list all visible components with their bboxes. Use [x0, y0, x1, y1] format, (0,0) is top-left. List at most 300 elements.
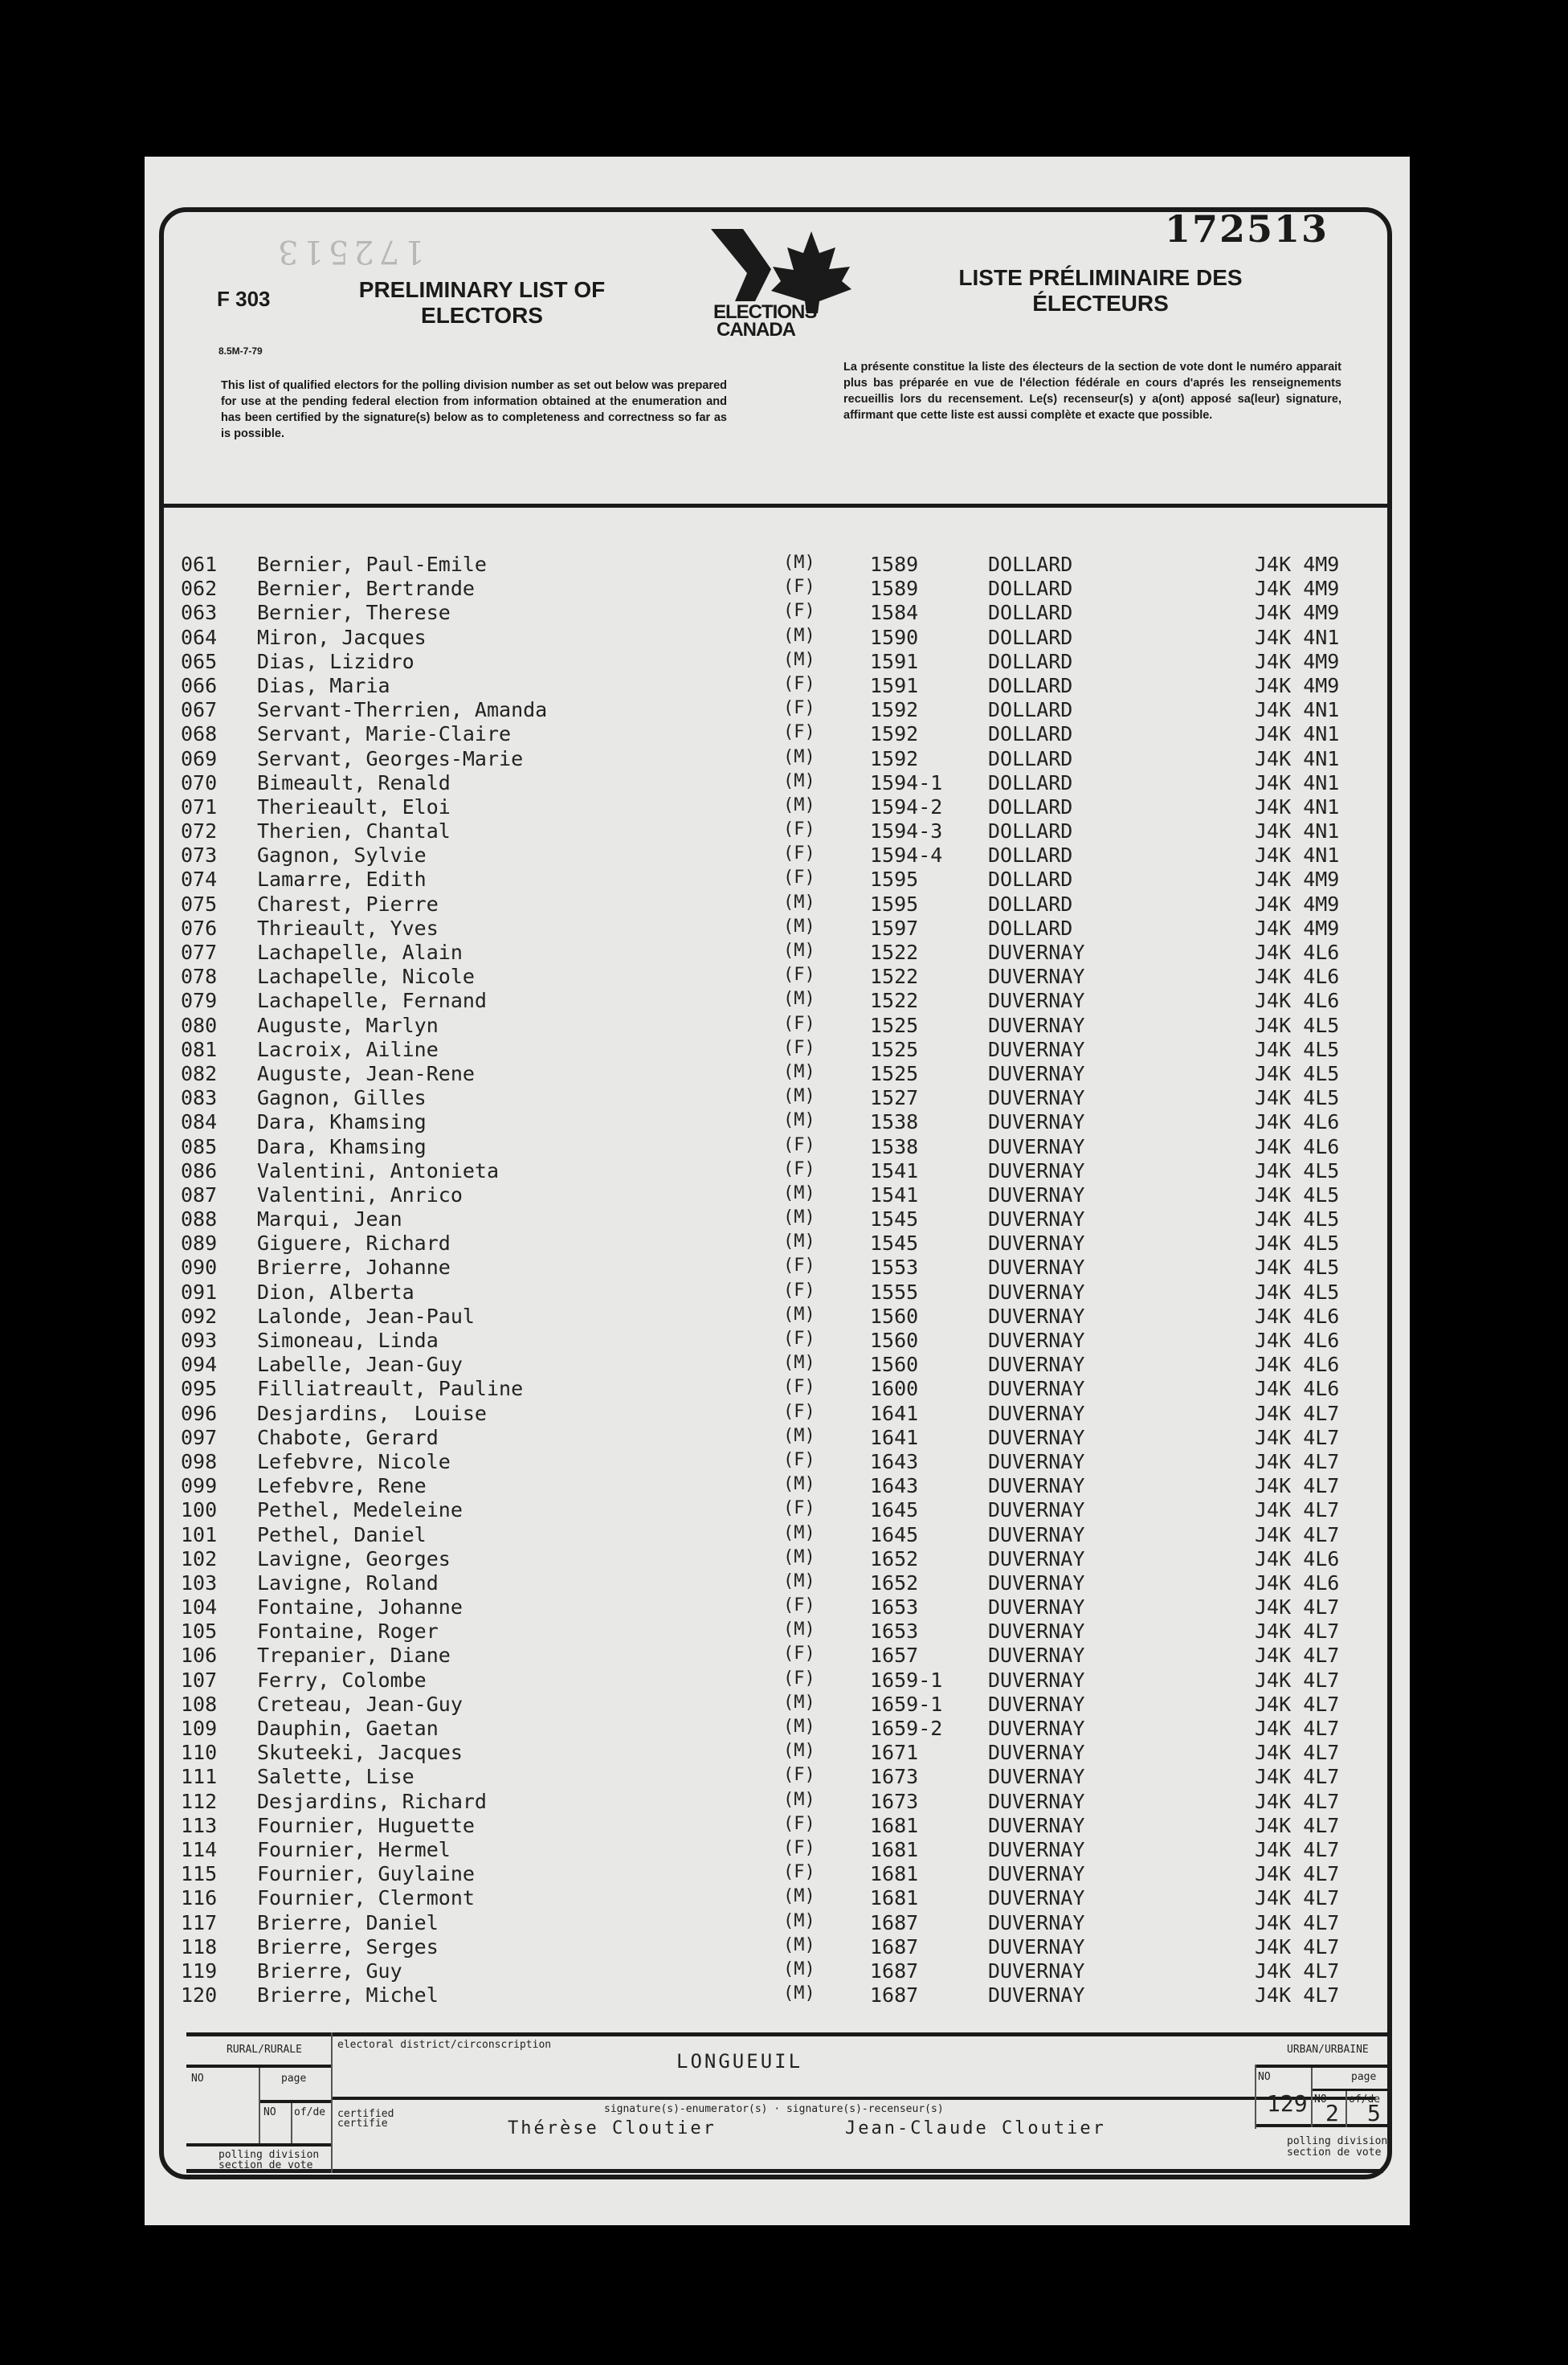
elector-number: 111 — [181, 1765, 218, 1789]
elector-sex: (F) — [783, 1377, 815, 1398]
elector-number: 090 — [181, 1256, 218, 1280]
elector-number: 114 — [181, 1837, 218, 1861]
elector-address: 1659-1 — [870, 1692, 943, 1716]
elector-name: Lachapelle, Fernand — [257, 989, 487, 1013]
elector-postal-code: J4K 4L5 — [1255, 1232, 1340, 1256]
elector-street: DOLLARD — [988, 577, 1073, 601]
rural-page-label: page — [281, 2073, 307, 2085]
elector-name: Servant-Therrien, Amanda — [257, 698, 548, 722]
elector-postal-code: J4K 4L7 — [1255, 1983, 1340, 2008]
elector-row — [181, 626, 1386, 650]
elector-address: 1687 — [870, 1934, 919, 1959]
urban-page-no-label: NO — [1314, 2093, 1327, 2106]
elector-row — [181, 1329, 1386, 1353]
rural-page-divider — [291, 2103, 292, 2143]
elector-address: 1592 — [870, 698, 919, 722]
elector-name: Lefebvre, Nicole — [257, 1449, 451, 1473]
elector-postal-code: J4K 4L7 — [1255, 1765, 1340, 1789]
elector-sex: (M) — [783, 1910, 815, 1931]
elector-name: Filliatreault, Pauline — [257, 1377, 524, 1401]
elector-address: 1594-4 — [870, 843, 943, 868]
elector-address: 1673 — [870, 1765, 919, 1789]
elector-number: 095 — [181, 1377, 218, 1401]
elector-address: 1653 — [870, 1620, 919, 1644]
elector-sex: (F) — [783, 577, 815, 598]
elector-name: Labelle, Jean-Guy — [257, 1353, 463, 1377]
elector-street: DUVERNAY — [988, 1498, 1085, 1522]
elector-row — [181, 1911, 1386, 1935]
elector-row — [181, 917, 1386, 941]
elector-number: 100 — [181, 1498, 218, 1522]
elector-postal-code: J4K 4L6 — [1255, 1353, 1340, 1377]
elector-postal-code: J4K 4N1 — [1255, 794, 1340, 819]
elector-number: 085 — [181, 1134, 218, 1158]
elector-address: 1687 — [870, 1983, 919, 2008]
elector-address: 1595 — [870, 868, 919, 892]
elector-sex: (F) — [783, 698, 815, 719]
elector-sex: (M) — [783, 1353, 815, 1374]
elector-street: DOLLARD — [988, 601, 1073, 625]
elector-number: 075 — [181, 892, 218, 916]
elector-postal-code: J4K 4L6 — [1255, 989, 1340, 1013]
elector-address: 1594-2 — [870, 794, 943, 819]
elector-name: Gagnon, Gilles — [257, 1086, 427, 1110]
elector-postal-code: J4K 4N1 — [1255, 819, 1340, 843]
elector-postal-code: J4K 4N1 — [1255, 625, 1340, 649]
elector-address: 1538 — [870, 1110, 919, 1134]
elector-name: Therien, Chantal — [257, 819, 451, 843]
elector-name: Fournier, Guylaine — [257, 1862, 475, 1886]
elector-postal-code: J4K 4N1 — [1255, 746, 1340, 770]
elector-row — [181, 1523, 1386, 1547]
elector-address: 1681 — [870, 1862, 919, 1886]
elector-name: Lachapelle, Nicole — [257, 965, 475, 989]
page-total: 5 — [1367, 2100, 1381, 2126]
elector-sex: (F) — [783, 673, 815, 694]
elector-address: 1522 — [870, 989, 919, 1013]
title-english — [321, 277, 643, 329]
elector-sex: (F) — [783, 1134, 815, 1155]
elector-address: 1560 — [870, 1304, 919, 1328]
elector-row — [181, 1669, 1386, 1693]
elector-sex: (M) — [783, 989, 815, 1010]
elector-number: 077 — [181, 941, 218, 964]
elector-address: 1555 — [870, 1280, 919, 1304]
form-code: 8.5M-7-79 — [218, 345, 263, 357]
elector-street: DUVERNAY — [988, 1668, 1085, 1692]
elector-name: Valentini, Anrico — [257, 1182, 463, 1207]
elector-sex: (F) — [783, 1158, 815, 1179]
elector-row — [181, 1498, 1386, 1522]
page-number: 2 — [1325, 2100, 1339, 2126]
elector-name: Salette, Lise — [257, 1765, 414, 1789]
elector-address: 1659-2 — [870, 1717, 943, 1740]
urban-no-divider — [1311, 2068, 1313, 2127]
urban-rule — [1255, 2065, 1391, 2068]
elector-postal-code: J4K 4L5 — [1255, 1256, 1340, 1280]
elector-row — [181, 722, 1386, 746]
elector-address: 1645 — [870, 1522, 919, 1546]
elector-street: DUVERNAY — [988, 1862, 1085, 1886]
elector-number: 117 — [181, 1910, 218, 1934]
elector-number: 086 — [181, 1158, 218, 1182]
elector-name: Brierre, Daniel — [257, 1910, 439, 1934]
elector-row — [181, 1426, 1386, 1450]
elector-number: 099 — [181, 1474, 218, 1498]
elector-name: Bernier, Therese — [257, 601, 451, 625]
footer-top-rule — [186, 2032, 1391, 2036]
elector-address: 1525 — [870, 1013, 919, 1037]
elector-postal-code: J4K 4L7 — [1255, 1401, 1340, 1425]
elector-number: 087 — [181, 1182, 218, 1207]
elector-sex: (F) — [783, 843, 815, 864]
elector-postal-code: J4K 4L7 — [1255, 1741, 1340, 1765]
elector-street: DUVERNAY — [988, 1474, 1085, 1498]
elector-address: 1592 — [870, 746, 919, 770]
elector-postal-code: J4K 4M9 — [1255, 892, 1340, 916]
elector-postal-code: J4K 4L7 — [1255, 1862, 1340, 1886]
elector-sex: (F) — [783, 1668, 815, 1689]
elector-address: 1591 — [870, 649, 919, 673]
urban-of-label: of/de — [1349, 2093, 1381, 2106]
elector-number: 091 — [181, 1280, 218, 1304]
rural-no-divider — [259, 2068, 260, 2143]
elector-street: DUVERNAY — [988, 941, 1085, 964]
elector-postal-code: J4K 4N1 — [1255, 722, 1340, 746]
elector-sex: (M) — [783, 1692, 815, 1713]
elector-address: 1538 — [870, 1134, 919, 1158]
elector-row — [181, 1038, 1386, 1062]
elector-number: 067 — [181, 698, 218, 722]
elector-name: Desjardins, Richard — [257, 1789, 487, 1813]
elector-address: 1560 — [870, 1329, 919, 1352]
elector-row — [181, 819, 1386, 843]
elector-row — [181, 771, 1386, 795]
elector-number: 065 — [181, 649, 218, 673]
elector-number: 107 — [181, 1668, 218, 1692]
elector-address: 1671 — [870, 1741, 919, 1765]
elector-street: DUVERNAY — [988, 1644, 1085, 1668]
elector-list — [181, 553, 1386, 2008]
intro-english: This list of qualified electors for the polling division number as set out below was prepared for use at the pending federal election from information obtained at the enumeration and has been certified by the signature(s) below as to completeness and correctness so far as is possible. — [221, 379, 727, 440]
elector-sex: (F) — [783, 1595, 815, 1616]
elector-row — [181, 1062, 1386, 1086]
elector-address: 1653 — [870, 1595, 919, 1620]
elector-name: Lacroix, Ailine — [257, 1037, 439, 1061]
elector-sex: (M) — [783, 1717, 815, 1737]
elector-number: 120 — [181, 1983, 218, 2008]
rural-page-rule — [259, 2100, 331, 2103]
elector-address: 1597 — [870, 916, 919, 940]
elector-postal-code: J4K 4L6 — [1255, 965, 1340, 989]
elector-street: DUVERNAY — [988, 1256, 1085, 1280]
title-french — [932, 265, 1269, 317]
ghost-stamp: 172513 — [273, 233, 425, 270]
elector-sex: (M) — [783, 1474, 815, 1495]
elector-street: DOLLARD — [988, 868, 1073, 892]
elector-postal-code: J4K 4L7 — [1255, 1644, 1340, 1668]
elector-postal-code: J4K 4M9 — [1255, 673, 1340, 697]
elector-street: DUVERNAY — [988, 1571, 1085, 1595]
elector-name: Lalonde, Jean-Paul — [257, 1304, 475, 1328]
serial-number: 172513 — [1165, 207, 1329, 251]
elector-row — [181, 553, 1386, 577]
elector-sex: (F) — [783, 1862, 815, 1883]
elector-row — [181, 698, 1386, 722]
elector-sex: (M) — [783, 892, 815, 913]
elector-street: DOLLARD — [988, 892, 1073, 916]
elector-postal-code: J4K 4N1 — [1255, 843, 1340, 868]
elector-row — [181, 1717, 1386, 1741]
elector-street: DUVERNAY — [988, 1595, 1085, 1620]
elector-sex: (M) — [783, 1620, 815, 1640]
elector-postal-code: J4K 4L6 — [1255, 1546, 1340, 1571]
elector-street: DUVERNAY — [988, 965, 1085, 989]
elector-name: Pethel, Daniel — [257, 1522, 427, 1546]
elector-street: DUVERNAY — [988, 1886, 1085, 1910]
elector-number: 083 — [181, 1086, 218, 1110]
elector-address: 1681 — [870, 1886, 919, 1910]
elector-sex: (M) — [783, 916, 815, 937]
elector-postal-code: J4K 4L5 — [1255, 1061, 1340, 1085]
elector-address: 1589 — [870, 553, 919, 576]
elector-name: Bernier, Paul-Emile — [257, 553, 487, 576]
elector-postal-code: J4K 4L7 — [1255, 1959, 1340, 1983]
elector-sex: (F) — [783, 1449, 815, 1470]
elector-street: DOLLARD — [988, 770, 1073, 794]
elector-number: 097 — [181, 1425, 218, 1449]
elector-postal-code: J4K 4N1 — [1255, 770, 1340, 794]
elector-street: DUVERNAY — [988, 1353, 1085, 1377]
urban-page-label: page — [1351, 2071, 1377, 2083]
elector-name: Miron, Jacques — [257, 625, 427, 649]
elector-name: Fournier, Huguette — [257, 1813, 475, 1837]
elector-row — [181, 1741, 1386, 1765]
elector-number: 116 — [181, 1886, 218, 1910]
elector-name: Brierre, Johanne — [257, 1256, 451, 1280]
elector-address: 1525 — [870, 1061, 919, 1085]
elector-name: Servant, Marie-Claire — [257, 722, 512, 746]
elector-address: 1592 — [870, 722, 919, 746]
elector-postal-code: J4K 4M9 — [1255, 577, 1340, 601]
elector-postal-code: J4K 4L7 — [1255, 1620, 1340, 1644]
elector-sex: (M) — [783, 1886, 815, 1907]
elector-postal-code: J4K 4L7 — [1255, 1910, 1340, 1934]
signature-enumerator-1: Thérèse Cloutier — [508, 2118, 717, 2138]
elector-row — [181, 1353, 1386, 1377]
elector-street: DUVERNAY — [988, 1158, 1085, 1182]
elector-row — [181, 1086, 1386, 1110]
elector-sex: (M) — [783, 941, 815, 961]
elector-postal-code: J4K 4L7 — [1255, 1522, 1340, 1546]
elector-sex: (F) — [783, 1329, 815, 1349]
elector-address: 1687 — [870, 1910, 919, 1934]
elector-row — [181, 577, 1386, 601]
elector-name: Marqui, Jean — [257, 1207, 402, 1232]
rural-page-no-label: NO — [263, 2106, 276, 2118]
elector-street: DUVERNAY — [988, 1061, 1085, 1085]
elector-name: Fournier, Hermel — [257, 1837, 451, 1861]
elector-address: 1541 — [870, 1182, 919, 1207]
elector-sex: (M) — [783, 1425, 815, 1446]
elector-street: DOLLARD — [988, 746, 1073, 770]
elector-sex: (M) — [783, 1232, 815, 1252]
form-number: F 303 — [217, 287, 271, 311]
elector-name: Skuteeki, Jacques — [257, 1741, 463, 1765]
elector-number: 072 — [181, 819, 218, 843]
elector-address: 1584 — [870, 601, 919, 625]
elector-sex: (M) — [783, 1546, 815, 1567]
elector-address: 1645 — [870, 1498, 919, 1522]
elector-address: 1560 — [870, 1353, 919, 1377]
elector-street: DUVERNAY — [988, 1983, 1085, 2008]
elector-postal-code: J4K 4L6 — [1255, 1304, 1340, 1328]
elector-number: 076 — [181, 916, 218, 940]
elector-postal-code: J4K 4L5 — [1255, 1280, 1340, 1304]
elector-postal-code: J4K 4L7 — [1255, 1813, 1340, 1837]
elector-postal-code: J4K 4L6 — [1255, 941, 1340, 964]
elector-name: Dara, Khamsing — [257, 1134, 427, 1158]
elector-postal-code: J4K 4L7 — [1255, 1692, 1340, 1716]
urban-divider — [1255, 2065, 1256, 2129]
elector-street: DUVERNAY — [988, 1837, 1085, 1861]
elector-number: 093 — [181, 1329, 218, 1352]
elector-number: 092 — [181, 1304, 218, 1328]
logo-line2: CANADA — [717, 319, 795, 341]
elector-postal-code: J4K 4L7 — [1255, 1886, 1340, 1910]
elector-street: DUVERNAY — [988, 1449, 1085, 1473]
elector-row — [181, 1159, 1386, 1183]
elector-street: DUVERNAY — [988, 1013, 1085, 1037]
elector-number: 066 — [181, 673, 218, 697]
elector-sex: (F) — [783, 1837, 815, 1858]
elector-postal-code: J4K 4L5 — [1255, 1158, 1340, 1182]
elector-address: 1594-3 — [870, 819, 943, 843]
elector-street: DUVERNAY — [988, 1620, 1085, 1644]
elector-sex: (F) — [783, 1644, 815, 1664]
elector-address: 1541 — [870, 1158, 919, 1182]
elector-row — [181, 601, 1386, 625]
logo-wordmark — [713, 301, 817, 341]
elector-address: 1553 — [870, 1256, 919, 1280]
elector-name: Gagnon, Sylvie — [257, 843, 427, 868]
elector-name: Lamarre, Edith — [257, 868, 427, 892]
elector-street: DUVERNAY — [988, 1232, 1085, 1256]
elector-row — [181, 650, 1386, 674]
elector-street: DOLLARD — [988, 649, 1073, 673]
elector-sex: (F) — [783, 1037, 815, 1058]
elector-name: Simoneau, Linda — [257, 1329, 439, 1352]
footer-bottom-rule — [186, 2169, 1383, 2173]
elector-street: DUVERNAY — [988, 1086, 1085, 1110]
elector-number: 082 — [181, 1061, 218, 1085]
elector-sex: (F) — [783, 601, 815, 622]
elector-row — [181, 1644, 1386, 1668]
elector-address: 1545 — [870, 1207, 919, 1232]
elector-postal-code: J4K 4L5 — [1255, 1037, 1340, 1061]
elector-postal-code: J4K 4L5 — [1255, 1182, 1340, 1207]
elector-row — [181, 1983, 1386, 2008]
elector-postal-code: J4K 4L5 — [1255, 1207, 1340, 1232]
elector-street: DUVERNAY — [988, 1182, 1085, 1207]
elector-number: 106 — [181, 1644, 218, 1668]
elector-name: Lavigne, Roland — [257, 1571, 439, 1595]
elector-sex: (F) — [783, 1498, 815, 1519]
rural-polling-line1: polling division — [218, 2149, 320, 2161]
certified-line1: certified — [337, 2108, 394, 2120]
district-label: electoral district/circonscription — [337, 2039, 552, 2051]
elector-postal-code: J4K 4M9 — [1255, 868, 1340, 892]
elector-address: 1673 — [870, 1789, 919, 1813]
elector-street: DUVERNAY — [988, 1813, 1085, 1837]
logo-line1: ELECTIONS — [713, 301, 817, 323]
elector-row — [181, 1814, 1386, 1838]
elector-sex: (F) — [783, 1256, 815, 1276]
elector-number: 105 — [181, 1620, 218, 1644]
elector-number: 080 — [181, 1013, 218, 1037]
elector-street: DOLLARD — [988, 625, 1073, 649]
title-en-line2: ELECTORS — [421, 303, 543, 328]
elector-number: 061 — [181, 553, 218, 576]
elector-address: 1641 — [870, 1425, 919, 1449]
rural-label: RURAL/RURALE — [227, 2044, 302, 2056]
urban-page-rule — [1311, 2089, 1391, 2091]
elector-number: 071 — [181, 794, 218, 819]
elector-postal-code: J4K 4L6 — [1255, 1329, 1340, 1352]
elector-street: DOLLARD — [988, 794, 1073, 819]
elector-street: DUVERNAY — [988, 1717, 1085, 1740]
elector-address: 1681 — [870, 1837, 919, 1861]
elector-postal-code: J4K 4L7 — [1255, 1837, 1340, 1861]
elector-sex: (M) — [783, 794, 815, 815]
elector-number: 098 — [181, 1449, 218, 1473]
elector-street: DUVERNAY — [988, 1134, 1085, 1158]
elector-name: Lavigne, Georges — [257, 1546, 451, 1571]
elector-name: Valentini, Antonieta — [257, 1158, 500, 1182]
elector-street: DUVERNAY — [988, 1037, 1085, 1061]
elector-sex: (M) — [783, 1061, 815, 1082]
elector-sex: (M) — [783, 1110, 815, 1131]
header-divider — [159, 504, 1392, 508]
elector-number: 109 — [181, 1717, 218, 1740]
elector-row — [181, 1959, 1386, 1983]
elector-postal-code: J4K 4L5 — [1255, 1086, 1340, 1110]
elector-address: 1600 — [870, 1377, 919, 1401]
elector-name: Fontaine, Roger — [257, 1620, 439, 1644]
elector-street: DUVERNAY — [988, 1789, 1085, 1813]
elector-postal-code: J4K 4M9 — [1255, 553, 1340, 576]
elector-row — [181, 795, 1386, 819]
rural-no-label: NO — [191, 2073, 204, 2085]
elector-address: 1681 — [870, 1813, 919, 1837]
elector-row — [181, 1595, 1386, 1620]
elector-sex: (F) — [783, 1765, 815, 1786]
elector-name: Trepanier, Diane — [257, 1644, 451, 1668]
elector-postal-code: J4K 4L7 — [1255, 1717, 1340, 1740]
elector-sex: (M) — [783, 1934, 815, 1955]
elector-sex: (M) — [783, 625, 815, 646]
elector-sex: (F) — [783, 1401, 815, 1422]
elector-address: 1545 — [870, 1232, 919, 1256]
elector-sex: (M) — [783, 649, 815, 670]
elector-number: 094 — [181, 1353, 218, 1377]
elector-sex: (M) — [783, 1182, 815, 1203]
elector-postal-code: J4K 4L6 — [1255, 1571, 1340, 1595]
elector-row — [181, 1693, 1386, 1717]
elector-name: Pethel, Medeleine — [257, 1498, 463, 1522]
urban-no-label: NO — [1258, 2071, 1271, 2083]
elector-street: DOLLARD — [988, 673, 1073, 697]
